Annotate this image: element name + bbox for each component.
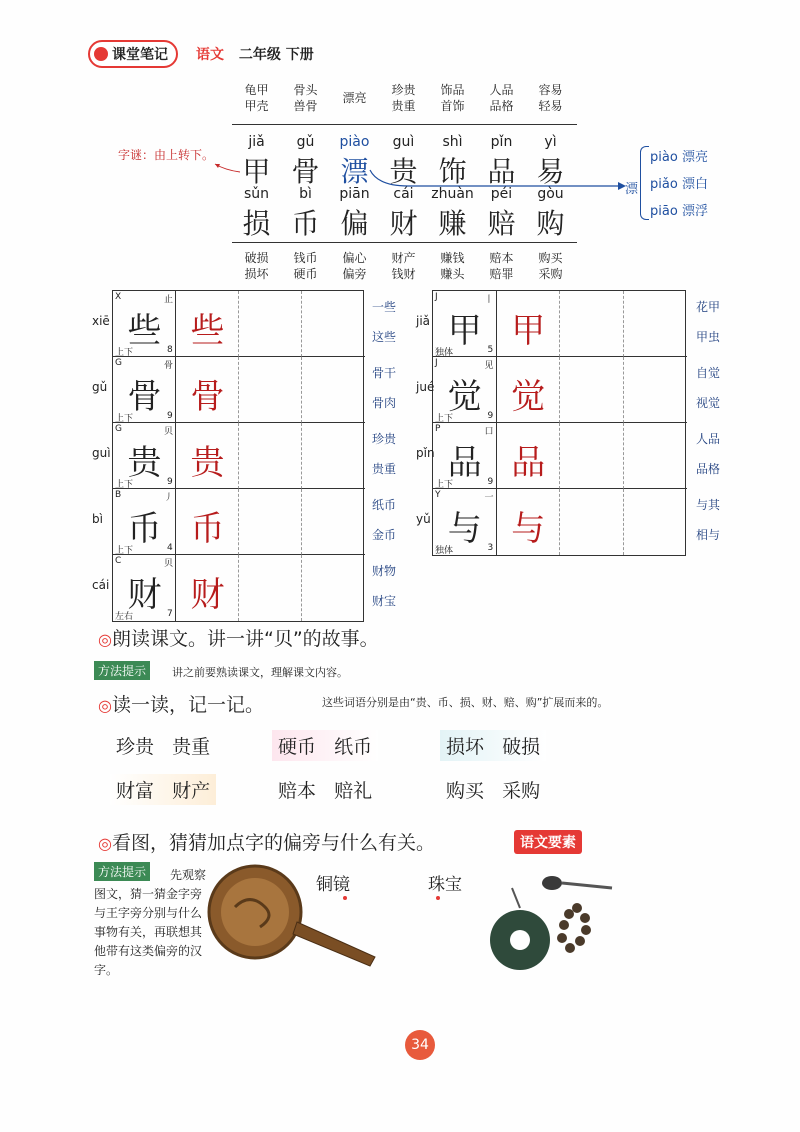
char-row-1: 甲 骨 漂 贵 饰 品 易	[242, 155, 565, 188]
word-pair: 钱币 硬币	[293, 251, 318, 281]
grid-cell[interactable]	[239, 423, 302, 489]
example-words: 与其 相与	[695, 498, 720, 542]
model-character: 品	[447, 443, 482, 483]
structure: 上下	[435, 414, 454, 424]
image-label-mirror: 铜镜	[316, 875, 350, 895]
row-pinyin: gǔ	[92, 380, 108, 394]
row-pinyin: jiǎ	[416, 314, 431, 328]
grid-cell[interactable]	[239, 555, 302, 621]
model-character: 觉	[447, 377, 482, 417]
riddle-arrow-icon	[205, 162, 245, 182]
pinyin-row-2: sǔn bì piān cái zhuàn péi gòu	[243, 186, 564, 202]
question-2: ◎读一读，记一记。	[98, 694, 264, 716]
trace-character: 骨	[190, 377, 225, 417]
brace	[640, 146, 649, 220]
index-letter: J	[435, 358, 438, 368]
trace-character: 甲	[511, 311, 546, 351]
index-letter: B	[115, 490, 122, 500]
left-writing-grid	[112, 290, 364, 622]
index-letter: J	[435, 292, 438, 302]
volume: 下册	[285, 47, 314, 63]
char-row-2: 损 币 偏 财 赚 赔 购	[242, 207, 565, 240]
grid-cell[interactable]	[560, 423, 624, 489]
model-character: 与	[447, 509, 482, 549]
brand-label: 课堂笔记	[112, 47, 168, 63]
subject: 语文	[196, 47, 224, 63]
word-pair: 漂亮	[342, 91, 367, 105]
example-words: 一些 这些	[371, 300, 396, 344]
structure: 左右	[115, 612, 134, 622]
grid-cell[interactable]	[302, 555, 365, 621]
grade: 二年级	[238, 47, 281, 63]
model-character: 贵	[127, 443, 162, 483]
example-words: 骨干 骨肉	[371, 366, 396, 410]
vocab-group: 财富 财产	[110, 774, 216, 805]
index-letter: C	[115, 556, 122, 566]
word-pair: 偏心 偏旁	[342, 251, 367, 281]
circle-bullet-icon: ◎	[98, 630, 112, 649]
example-words: 花甲 甲虫	[695, 300, 720, 344]
structure: 独体	[435, 348, 454, 358]
row-pinyin: yǔ	[416, 512, 431, 526]
structure: 上下	[115, 414, 134, 424]
stroke-count: 9	[167, 411, 173, 421]
model-character: 财	[127, 575, 162, 615]
index-letter: P	[435, 424, 441, 434]
word-pair: 珍贵 贵重	[391, 83, 416, 113]
right-writing-grid	[432, 290, 686, 556]
trace-character: 财	[190, 575, 225, 615]
example-words: 纸币 金币	[371, 498, 396, 542]
model-character: 些	[127, 311, 162, 351]
example-words: 珍贵 贵重	[371, 432, 396, 476]
vocab-group: 硬币 纸币	[272, 730, 378, 761]
brand-badge	[88, 40, 178, 68]
piao-variants: piào 漂亮 piǎo 漂白 piāo 漂浮	[650, 150, 708, 219]
structure: 上下	[115, 480, 134, 490]
radical: 骨	[164, 361, 174, 371]
word-pair: 人品 品格	[489, 83, 514, 113]
circle-bullet-icon: ◎	[98, 696, 112, 715]
structure: 上下	[115, 348, 134, 358]
vocab-group: 购买 采购	[446, 780, 541, 802]
vocab-group: 赔本 赔礼	[278, 780, 373, 802]
word-pair: 财产 钱财	[391, 251, 416, 281]
riddle-note: 字谜：由上转下。	[118, 148, 215, 162]
stroke-count: 9	[487, 411, 494, 421]
page-number: 34	[405, 1030, 435, 1060]
radical: 贝	[164, 559, 174, 569]
piao-head: 漂	[625, 182, 639, 197]
question-3: ◎看图，猜猜加点字的偏旁与什么有关。	[98, 832, 435, 854]
row-pinyin: jué	[416, 380, 435, 394]
vocab-group: 珍贵 贵重	[116, 736, 211, 758]
q2-note: 这些词语分别是由“贵、币、损、财、赔、购”扩展而来的。	[322, 696, 609, 709]
structure: 上下	[115, 546, 134, 556]
stroke-count: 5	[487, 345, 494, 355]
example-words: 人品 品格	[695, 432, 720, 476]
example-words: 财物 财宝	[371, 564, 396, 608]
word-pair: 龟甲 甲壳	[244, 83, 269, 113]
word-pair: 赚钱 赚头	[440, 251, 465, 281]
model-character: 币	[127, 509, 162, 549]
row-pinyin: guì	[92, 446, 111, 460]
jewelry-image	[482, 868, 622, 978]
brand-dot-icon	[94, 47, 108, 61]
radical: 丨	[484, 295, 494, 305]
word-pair: 破损 损坏	[244, 251, 269, 281]
stroke-count: 9	[487, 477, 494, 487]
trace-character: 与	[511, 509, 546, 549]
bronze-mirror-image	[205, 862, 385, 972]
grid-cell[interactable]	[624, 423, 688, 489]
trace-character: 贵	[190, 443, 225, 483]
trace-character: 币	[190, 509, 225, 549]
piao-arrow-icon	[368, 168, 630, 192]
header-subtitle	[196, 44, 314, 64]
circle-bullet-icon: ◎	[98, 834, 112, 853]
grid-cell[interactable]	[560, 489, 624, 555]
word-pair: 容易 轻易	[538, 83, 563, 113]
radical: 一	[484, 493, 494, 503]
trace-character: 觉	[511, 377, 546, 417]
key-element-tag: 语文要素	[514, 830, 582, 854]
model-character: 骨	[127, 377, 162, 417]
radical: 丿	[164, 493, 174, 503]
model-character: 甲	[447, 311, 482, 351]
structure: 独体	[435, 546, 454, 556]
stroke-count: 7	[167, 609, 173, 619]
index-letter: Y	[435, 490, 441, 500]
index-letter: G	[115, 358, 122, 368]
radical: 贝	[164, 427, 174, 437]
word-pair: 骨头 兽骨	[293, 83, 318, 113]
example-words: 自觉 视觉	[695, 366, 720, 410]
stroke-count: 3	[487, 543, 494, 553]
structure: 上下	[435, 480, 454, 490]
grid-cell[interactable]	[302, 357, 365, 423]
tip-label: 方法提示	[94, 661, 150, 680]
grid-cell[interactable]	[624, 291, 688, 357]
top-words-row	[232, 82, 577, 114]
stroke-count: 9	[167, 477, 173, 487]
radical: 止	[164, 295, 174, 305]
grid-cell[interactable]	[302, 291, 365, 357]
divider	[232, 242, 577, 243]
grid-cell[interactable]	[624, 489, 688, 555]
row-pinyin: pǐn	[416, 446, 435, 460]
index-letter: G	[115, 424, 122, 434]
stroke-count: 4	[167, 543, 173, 553]
radical: 口	[484, 427, 494, 437]
grid-cell[interactable]	[302, 423, 365, 489]
bottom-words-row	[232, 250, 577, 282]
grid-cell[interactable]	[560, 357, 624, 423]
image-label-jewelry: 珠宝	[428, 875, 462, 895]
word-pair: 饰品 首饰	[440, 83, 465, 113]
row-pinyin: xiē	[92, 314, 110, 328]
word-pair: 购买 采购	[538, 251, 563, 281]
row-pinyin: cái	[92, 578, 110, 592]
trace-character: 些	[190, 311, 225, 351]
divider	[232, 124, 577, 125]
grid-cell[interactable]	[239, 357, 302, 423]
tip-label: 方法提示	[94, 862, 150, 881]
stroke-count: 8	[167, 345, 173, 355]
emphasis-dot	[343, 896, 347, 900]
grid-cell[interactable]	[560, 291, 624, 357]
trace-character: 品	[511, 443, 546, 483]
tip-text-3: 先观察图文，猜一猜金字旁与王字旁分别与什么事物有关，再联想其他带有这类偏旁的汉字。	[94, 868, 207, 977]
radical: 见	[484, 361, 494, 371]
grid-cell[interactable]	[239, 291, 302, 357]
emphasis-dot	[436, 896, 440, 900]
pinyin-row-1: jiǎ gǔ piào guì shì pǐn yì	[248, 134, 557, 150]
grid-cell[interactable]	[624, 357, 688, 423]
grid-cell[interactable]	[302, 489, 365, 555]
row-pinyin: bì	[92, 512, 103, 526]
word-pair: 赔本 赔罪	[489, 251, 514, 281]
grid-cell[interactable]	[239, 489, 302, 555]
vocab-group: 损坏 破损	[440, 730, 546, 761]
tip-text-1: 讲之前要熟读课文，理解课文内容。	[172, 666, 348, 679]
index-letter: X	[115, 292, 122, 302]
question-1: ◎朗读课文。讲一讲“贝”的故事。	[98, 628, 379, 650]
